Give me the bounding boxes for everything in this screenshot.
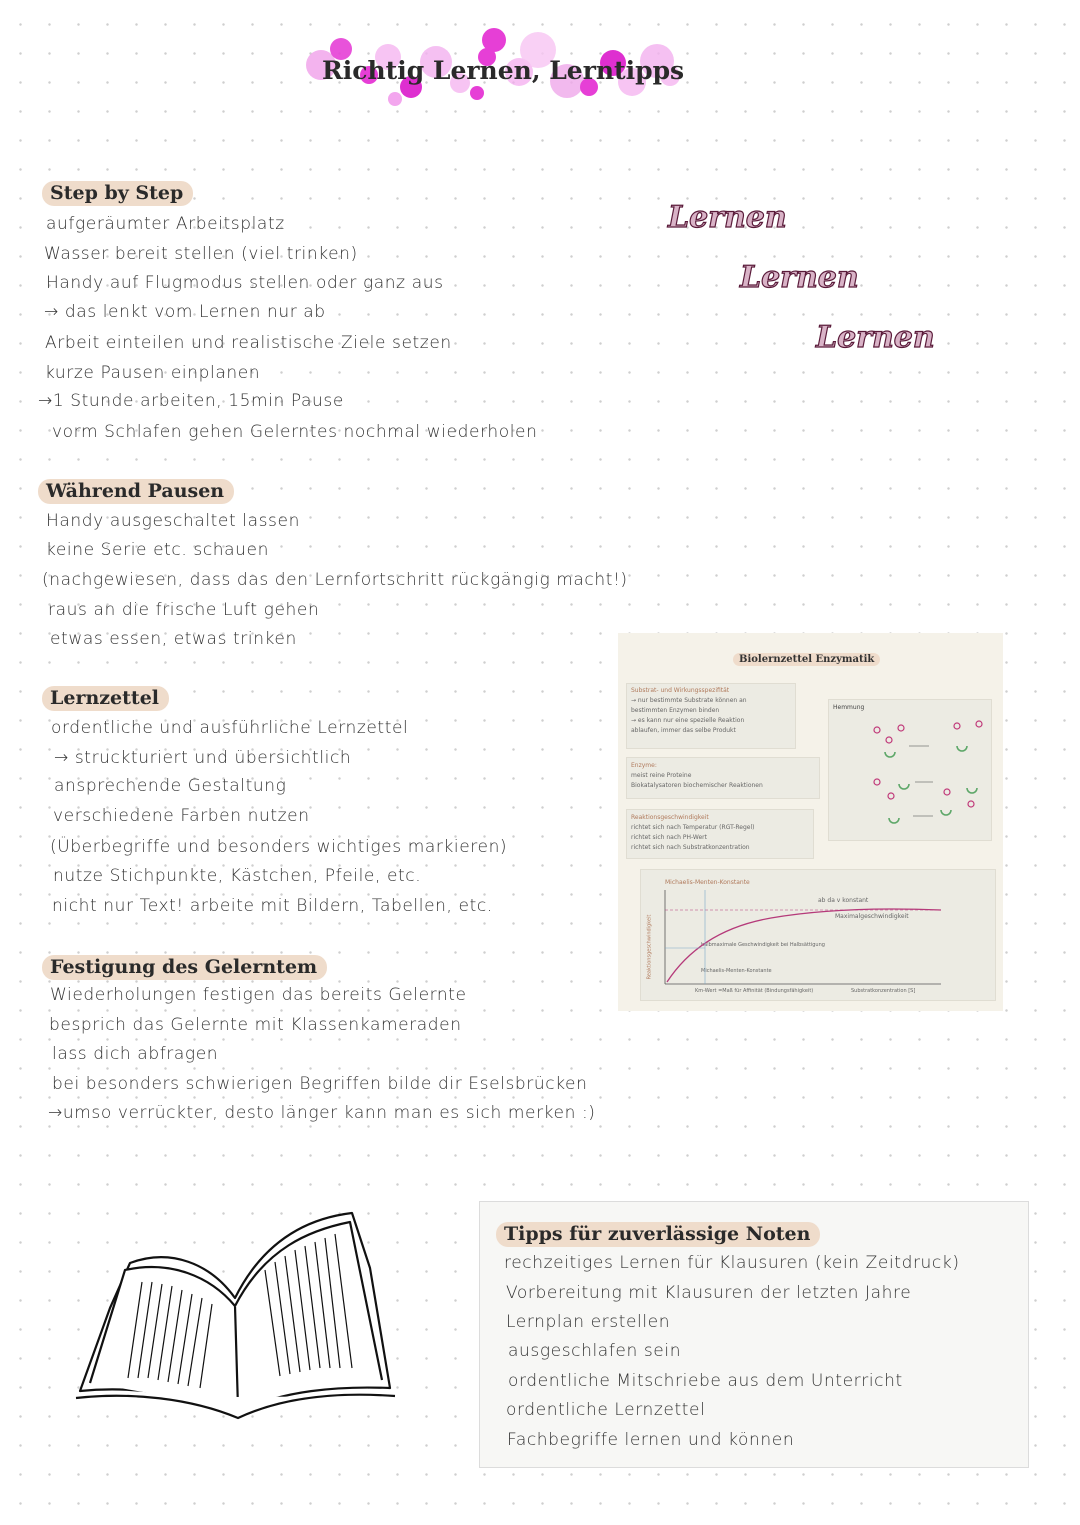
lernzettel-line: → struckturiert und übersichtlich [54, 748, 352, 768]
pausen-line: Handy ausgeschaltet lassen [46, 511, 300, 531]
tipps-box [479, 1201, 1029, 1468]
heading-festigung: Festigung des Gelerntem [42, 955, 327, 980]
page-title: Richtig Lernen, Lerntipps [322, 56, 685, 85]
open-book-illustration [70, 1208, 400, 1423]
festigung-line: besprich das Gelernte mit Klassenkameraden [49, 1015, 462, 1035]
bio-box-enzyme [626, 757, 820, 799]
bio-text: Enzyme: [631, 762, 657, 769]
decor-lernen-2: Lernen [740, 260, 859, 295]
chart-note: halbmaximale Geschwindigkeit bei Halbsättigung [701, 942, 825, 948]
bio-box-michaelis [640, 869, 996, 1001]
bio-text: → es kann nur eine spezielle Reaktion [631, 717, 745, 724]
pausen-line: keine Serie etc. schauen [46, 540, 269, 560]
bio-box-spezifitaet [626, 683, 796, 749]
heading-pausen: Während Pausen [38, 479, 234, 504]
lernzettel-line: nicht nur Text! arbeite mit Bildern, Tabellen, etc. [52, 896, 493, 916]
tipps-line: rechzeitiges Lernen für Klausuren (kein Zeitdruck) [504, 1253, 960, 1273]
lernzettel-line: ansprechende Gestaltung [54, 776, 287, 796]
heading-lernzettel: Lernzettel [42, 686, 169, 711]
chart-axis-x: Substratkonzentration [S] [851, 988, 916, 994]
festigung-line: →umso verrückter, desto länger kann man es sich merken :) [48, 1103, 596, 1123]
pausen-line: etwas essen, etwas trinken [50, 629, 297, 649]
bio-text: → nur bestimmte Substrate können an [631, 697, 747, 704]
bio-box-reaktion [626, 809, 814, 859]
bio-card-title: Biolernzettel Enzymatik [733, 653, 880, 666]
step-line: kurze Pausen einplanen [45, 363, 261, 383]
michaelis-curve [641, 870, 995, 1000]
hemmung-diagram [829, 700, 991, 840]
bio-text: richtet sich nach PH-Wert [631, 834, 707, 841]
step-line: Wasser bereit stellen (viel trinken) [44, 244, 358, 264]
bio-text: Reaktionsgeschwindigkeit [631, 814, 709, 821]
chart-note: Maximalgeschwindigkeit [835, 913, 909, 920]
decor-lernen-3: Lernen [816, 320, 935, 355]
festigung-line: lass dich abfragen [52, 1044, 219, 1064]
step-line: aufgeräumter Arbeitsplatz [46, 214, 285, 234]
bio-text: meist reine Proteine [631, 772, 692, 779]
step-line: →1 Stunde arbeiten, 15min Pause [38, 391, 344, 411]
bio-text: ablaufen, immer das selbe Produkt [631, 727, 736, 734]
tipps-line: ausgeschlafen sein [508, 1341, 682, 1361]
chart-note: Km-Wert =Maß für Affinität (Bindungsfähigkeit) [695, 988, 814, 994]
bio-text: Substrat- und Wirkungsspezifität [631, 687, 730, 694]
step-line: Handy auf Flugmodus stellen oder ganz aus [46, 273, 444, 293]
bubble-decoration [482, 28, 506, 52]
bio-lernzettel-preview [618, 633, 1003, 1011]
step-line: → das lenkt vom Lernen nur ab [44, 302, 326, 322]
bio-text: richtet sich nach Substratkonzentration [631, 844, 750, 851]
heading-step-by-step: Step by Step [42, 181, 193, 206]
bio-text: richtet sich nach Temperatur (RGT-Regel) [631, 824, 755, 831]
chart-note: Michaelis-Menten-Konstante [701, 968, 772, 974]
festigung-line: Wiederholungen festigen das bereits Gelernte [50, 985, 467, 1005]
bio-text: Hemmung [833, 704, 865, 711]
festigung-line: bei besonders schwierigen Begriffen bilde dir Eselsbrücken [52, 1074, 588, 1094]
title-banner [300, 28, 700, 113]
chart-axis-y: Reaktionsgeschwindigkeit [646, 914, 653, 980]
pausen-line: raus an die frische Luft gehen [48, 600, 320, 620]
chart-note: ab da v konstant [818, 897, 869, 904]
decor-lernen-1: Lernen [668, 200, 787, 235]
lernzettel-line: ordentliche und ausführliche Lernzettel [51, 718, 409, 738]
pausen-line: (nachgewiesen, dass das den Lernfortschritt rückgängig macht!) [42, 570, 628, 590]
chart-title: Michaelis-Menten-Konstante [665, 879, 750, 886]
lernzettel-line: nutze Stichpunkte, Kästchen, Pfeile, etc. [53, 866, 422, 886]
bio-text: bestimmten Enzymen binden [631, 707, 720, 714]
step-line: Arbeit einteilen und realistische Ziele setzen [45, 333, 452, 353]
step-line: vorm Schlafen gehen Gelerntes nochmal wiederholen [52, 422, 538, 442]
bubble-decoration [388, 92, 402, 106]
tipps-line: ordentliche Lernzettel [506, 1400, 706, 1420]
heading-tipps: Tipps für zuverlässige Noten [496, 1222, 820, 1247]
tipps-line: Fachbegriffe lernen und können [507, 1430, 795, 1450]
tipps-line: ordentliche Mitschriebe aus dem Unterricht [508, 1371, 903, 1391]
lernzettel-line: (Überbegriffe und besonders wichtiges markieren) [50, 837, 508, 857]
lernzettel-line: verschiedene Farben nutzen [53, 806, 310, 826]
tipps-line: Lernplan erstellen [506, 1312, 671, 1332]
bio-box-hemmung [828, 699, 992, 841]
bubble-decoration [470, 86, 484, 100]
bio-text: Biokatalysatoren biochemischer Reaktionen [631, 782, 763, 789]
tipps-line: Vorbereitung mit Klausuren der letzten Jahre [506, 1283, 912, 1303]
